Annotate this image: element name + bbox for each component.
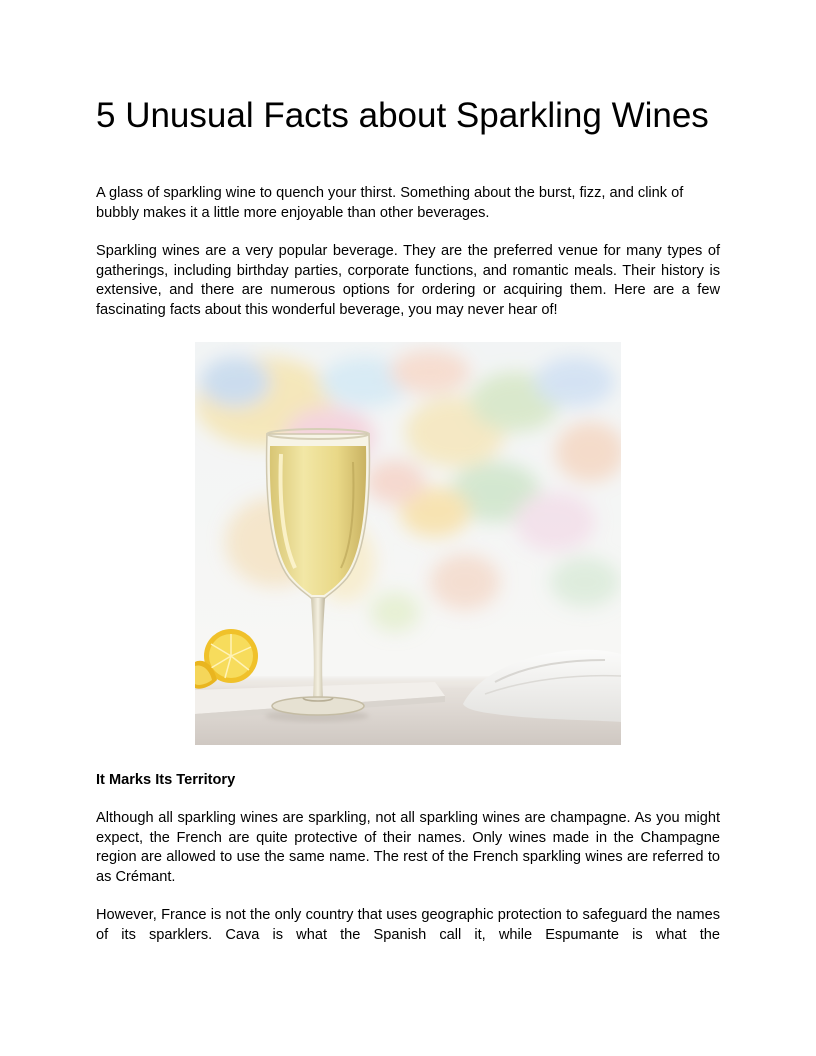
document-title: 5 Unusual Facts about Sparkling Wines xyxy=(96,96,709,135)
body-paragraph: Although all sparkling wines are sparkling, not all sparkling wines are champagne. As you might expect, the French are quite protective of their names. Only wines made in the Champagne region are allowed to use the same name. The rest of the French sparkling wines are referred to as Crémant. xyxy=(96,810,720,885)
sparkling-wine-photo xyxy=(195,342,621,745)
section-heading: It Marks Its Territory xyxy=(96,772,236,788)
intro-paragraph: A glass of sparkling wine to quench your thirst. Something about the burst, fizz, and clink of bubbly makes it a little more enjoyable than other beverages. xyxy=(96,185,684,221)
intro-paragraph: Sparkling wines are a very popular beverage. They are the preferred venue for many types of gatherings, including birthday parties, corporate functions, and romantic meals. Their history is extensive, and there are numerous options for ordering or acquiring them. Here are a few fascinating facts about this wonderful beverage, you may never hear of! xyxy=(96,243,720,318)
body-paragraph: However, France is not the only country that uses geographic protection to safeguard the names of its sparklers. Cava is what the Spanish call it, while Espumante is what the xyxy=(96,907,720,943)
